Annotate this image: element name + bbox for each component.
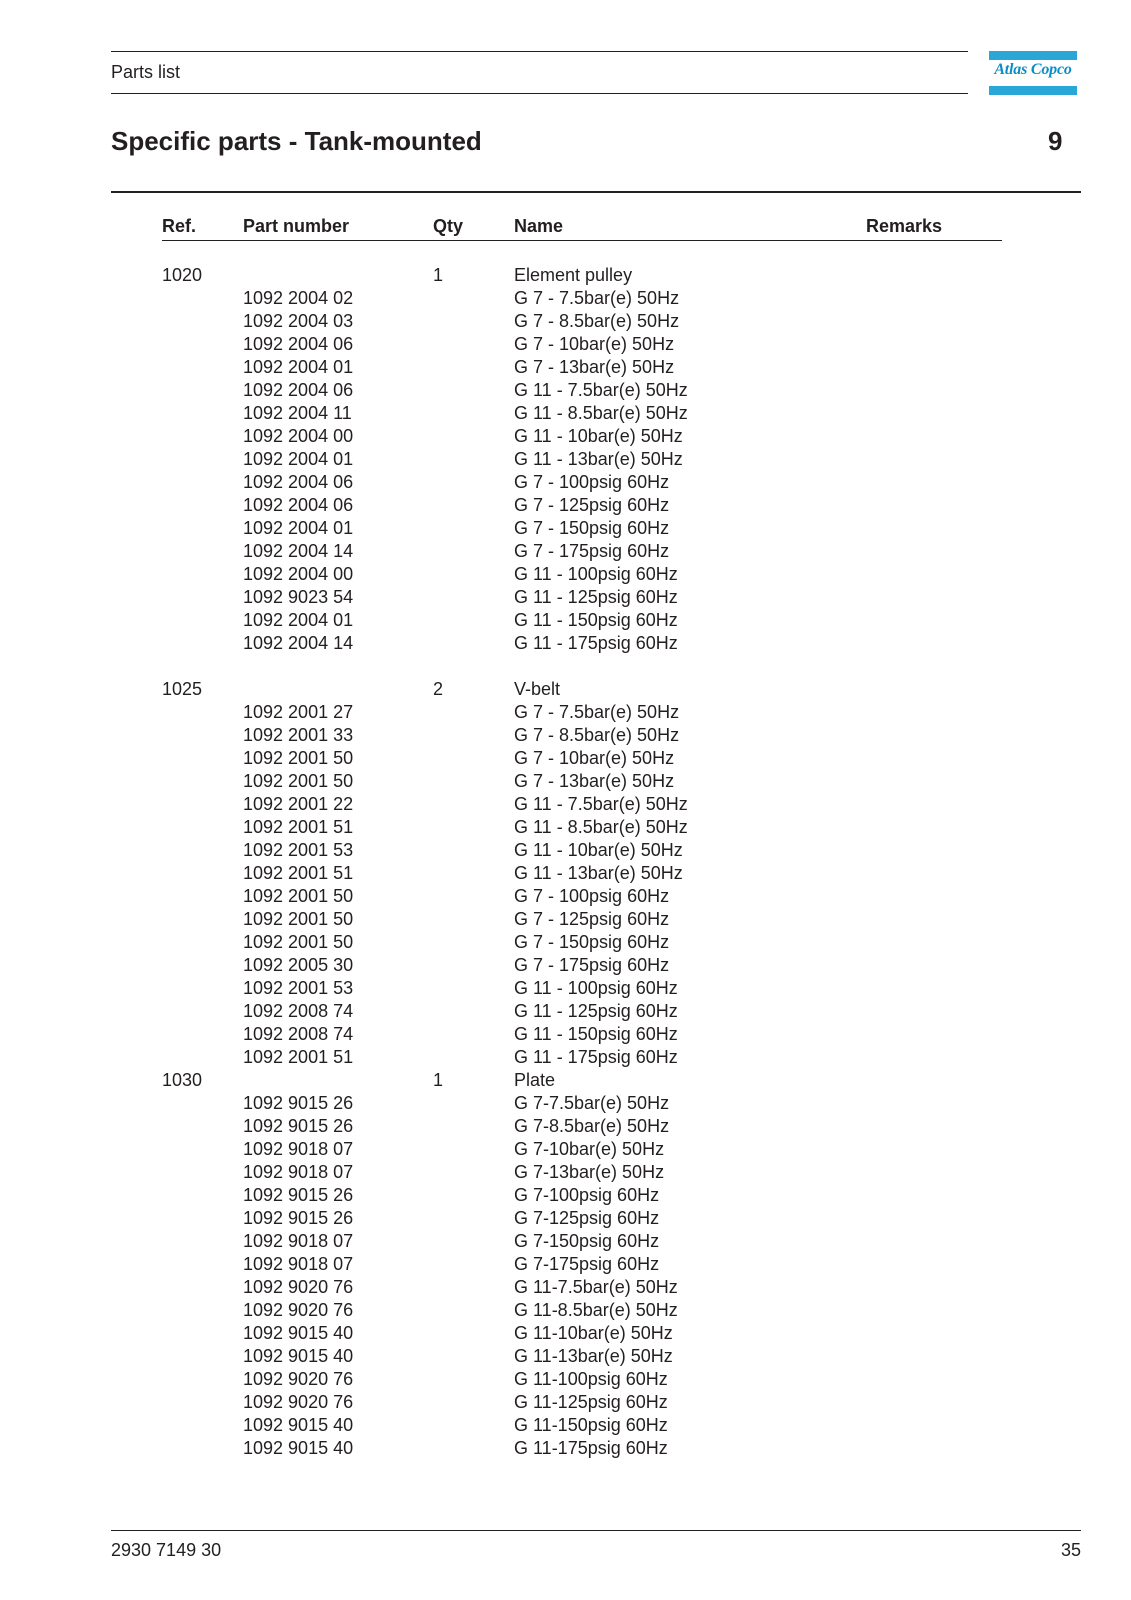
- name-cell: G 7 - 150psig 60Hz: [514, 932, 670, 952]
- table-row: [162, 1115, 1002, 1138]
- col-header-ref: Ref.: [162, 216, 197, 236]
- name-cell: G 11 - 125psig 60Hz: [514, 587, 678, 607]
- part-number-cell: 1092 2001 51: [243, 1047, 354, 1067]
- part-number-cell: 1092 2001 53: [243, 978, 354, 998]
- name-cell: G 7 - 7.5bar(e) 50Hz: [514, 702, 680, 722]
- part-number-cell: 1092 2001 51: [243, 863, 354, 883]
- part-number-cell: 1092 9015 40: [243, 1438, 354, 1458]
- part-number-cell: 1092 9015 40: [243, 1323, 354, 1343]
- name-cell: G 7 - 10bar(e) 50Hz: [514, 748, 675, 768]
- part-number-cell: 1092 9015 26: [243, 1116, 354, 1136]
- atlas-copco-logo: [989, 51, 1077, 95]
- part-number-cell: 1092 9020 76: [243, 1369, 354, 1389]
- part-number-cell: 1092 2001 50: [243, 748, 354, 768]
- name-cell: G 11 - 13bar(e) 50Hz: [514, 863, 683, 883]
- table-row: [162, 1161, 1002, 1184]
- table-row: [162, 379, 1002, 402]
- name-cell: G 7 - 10bar(e) 50Hz: [514, 334, 675, 354]
- table-row: [162, 862, 1002, 885]
- logo-top-bar: [989, 51, 1077, 60]
- table-row: [162, 977, 1002, 1000]
- part-number-cell: 1092 9018 07: [243, 1139, 354, 1159]
- table-row: [162, 1437, 1002, 1460]
- table-row: [162, 333, 1002, 356]
- part-number-cell: 1092 9020 76: [243, 1392, 354, 1412]
- section-number: 9: [1048, 126, 1063, 156]
- qty-cell: 2: [433, 679, 444, 699]
- name-cell: G 7 - 7.5bar(e) 50Hz: [514, 288, 680, 308]
- part-number-cell: 1092 2004 14: [243, 541, 354, 561]
- table-row: [162, 931, 1002, 954]
- part-number-cell: 1092 9018 07: [243, 1162, 354, 1182]
- part-number-cell: 1092 9015 26: [243, 1093, 354, 1113]
- name-cell: G 7-10bar(e) 50Hz: [514, 1139, 665, 1159]
- name-cell: G 11 - 8.5bar(e) 50Hz: [514, 403, 688, 423]
- table-body: [162, 264, 1002, 1460]
- ref-cell: 1030: [162, 1070, 203, 1090]
- group-spacer: [162, 655, 1002, 678]
- table-row: [162, 1092, 1002, 1115]
- table-row: [162, 908, 1002, 931]
- name-cell: G 11 - 175psig 60Hz: [514, 1047, 678, 1067]
- table-row: [162, 1184, 1002, 1207]
- name-cell: G 11 - 7.5bar(e) 50Hz: [514, 794, 688, 814]
- page-number: 35: [1060, 1540, 1081, 1560]
- name-cell: G 11-13bar(e) 50Hz: [514, 1346, 673, 1366]
- table-row: [162, 701, 1002, 724]
- part-number-cell: 1092 2004 03: [243, 311, 354, 331]
- name-cell: G 7 - 125psig 60Hz: [514, 909, 670, 929]
- name-cell: G 11 - 7.5bar(e) 50Hz: [514, 380, 688, 400]
- part-number-cell: 1092 2001 50: [243, 886, 354, 906]
- table-row: [162, 540, 1002, 563]
- part-number-cell: 1092 2001 51: [243, 817, 354, 837]
- part-number-cell: 1092 9015 40: [243, 1346, 354, 1366]
- table-row: [162, 609, 1002, 632]
- table-row: [162, 839, 1002, 862]
- title-rule: [111, 191, 1081, 193]
- qty-cell: 1: [433, 265, 444, 285]
- table-header: [162, 216, 1002, 241]
- part-number-cell: 1092 2001 53: [243, 840, 354, 860]
- part-number-cell: 1092 2004 01: [243, 449, 354, 469]
- table-row: [162, 885, 1002, 908]
- part-number-cell: 1092 9020 76: [243, 1300, 354, 1320]
- footer-rule: [111, 1530, 1081, 1531]
- table-row: [162, 793, 1002, 816]
- table-row: [162, 356, 1002, 379]
- table-row: [162, 1299, 1002, 1322]
- group-row: [162, 264, 1002, 287]
- name-cell: V-belt: [514, 679, 561, 699]
- table-row: [162, 494, 1002, 517]
- running-title: Parts list: [111, 62, 181, 82]
- part-number-cell: 1092 2004 14: [243, 633, 354, 653]
- part-number-cell: 1092 9015 26: [243, 1208, 354, 1228]
- table-row: [162, 724, 1002, 747]
- group-row: [162, 678, 1002, 701]
- table-row: [162, 1138, 1002, 1161]
- table-row: [162, 563, 1002, 586]
- name-cell: G 7 - 100psig 60Hz: [514, 472, 670, 492]
- name-cell: G 7 - 13bar(e) 50Hz: [514, 357, 675, 377]
- part-number-cell: 1092 2004 01: [243, 518, 354, 538]
- table-row: [162, 1000, 1002, 1023]
- name-cell: G 11 - 150psig 60Hz: [514, 1024, 678, 1044]
- header-bottom-rule: [111, 93, 968, 94]
- table-row: [162, 586, 1002, 609]
- parts-table: [162, 216, 1002, 1460]
- table-row: [162, 1276, 1002, 1299]
- document-number: 2930 7149 30: [111, 1540, 222, 1560]
- part-number-cell: 1092 2001 27: [243, 702, 354, 722]
- part-number-cell: 1092 2005 30: [243, 955, 354, 975]
- name-cell: G 11 - 150psig 60Hz: [514, 610, 678, 630]
- part-number-cell: 1092 2004 06: [243, 472, 354, 492]
- name-cell: G 11-150psig 60Hz: [514, 1415, 668, 1435]
- name-cell: G 11 - 175psig 60Hz: [514, 633, 678, 653]
- name-cell: G 7-13bar(e) 50Hz: [514, 1162, 665, 1182]
- part-number-cell: 1092 2008 74: [243, 1001, 354, 1021]
- name-cell: G 7 - 100psig 60Hz: [514, 886, 670, 906]
- part-number-cell: 1092 9015 40: [243, 1415, 354, 1435]
- table-row: [162, 1368, 1002, 1391]
- name-cell: G 11-175psig 60Hz: [514, 1438, 668, 1458]
- name-cell: G 7-125psig 60Hz: [514, 1208, 660, 1228]
- name-cell: Plate: [514, 1070, 556, 1090]
- table-row: [162, 1322, 1002, 1345]
- name-cell: G 7 - 8.5bar(e) 50Hz: [514, 311, 680, 331]
- table-row: [162, 1345, 1002, 1368]
- part-number-cell: 1092 2004 01: [243, 357, 354, 377]
- name-cell: G 11 - 10bar(e) 50Hz: [514, 840, 683, 860]
- part-number-cell: 1092 2004 06: [243, 334, 354, 354]
- part-number-cell: 1092 2001 50: [243, 932, 354, 952]
- part-number-cell: 1092 2004 00: [243, 426, 354, 446]
- col-header-name: Name: [514, 216, 564, 236]
- header-top-rule: [111, 51, 968, 52]
- part-number-cell: 1092 2004 06: [243, 495, 354, 515]
- name-cell: G 7 - 13bar(e) 50Hz: [514, 771, 675, 791]
- name-cell: G 11 - 10bar(e) 50Hz: [514, 426, 683, 446]
- part-number-cell: 1092 2001 33: [243, 725, 354, 745]
- part-number-cell: 1092 2001 50: [243, 909, 354, 929]
- table-row: [162, 816, 1002, 839]
- name-cell: G 11 - 100psig 60Hz: [514, 978, 678, 998]
- table-row: [162, 425, 1002, 448]
- table-row: [162, 310, 1002, 333]
- table-row: [162, 1023, 1002, 1046]
- logo-bottom-bar: [989, 86, 1077, 95]
- part-number-cell: 1092 9018 07: [243, 1254, 354, 1274]
- part-number-cell: 1092 9023 54: [243, 587, 354, 607]
- table-row: [162, 1391, 1002, 1414]
- col-header-part-number: Part number: [243, 216, 350, 236]
- name-cell: G 11-8.5bar(e) 50Hz: [514, 1300, 678, 1320]
- part-number-cell: 1092 2001 22: [243, 794, 354, 814]
- table-row: [162, 287, 1002, 310]
- table-row: [162, 747, 1002, 770]
- name-cell: G 7 - 125psig 60Hz: [514, 495, 670, 515]
- table-row: [162, 1230, 1002, 1253]
- part-number-cell: 1092 9018 07: [243, 1231, 354, 1251]
- qty-cell: 1: [433, 1070, 444, 1090]
- part-number-cell: 1092 2004 01: [243, 610, 354, 630]
- part-number-cell: 1092 2004 02: [243, 288, 354, 308]
- section-title: Specific parts - Tank-mounted: [111, 126, 482, 156]
- table-row: [162, 1046, 1002, 1069]
- name-cell: G 7 - 150psig 60Hz: [514, 518, 670, 538]
- col-header-qty: Qty: [433, 216, 464, 236]
- table-row: [162, 402, 1002, 425]
- name-cell: G 7-8.5bar(e) 50Hz: [514, 1116, 670, 1136]
- ref-cell: 1020: [162, 265, 203, 285]
- part-number-cell: 1092 9015 26: [243, 1185, 354, 1205]
- name-cell: G 11-125psig 60Hz: [514, 1392, 668, 1412]
- name-cell: Element pulley: [514, 265, 633, 285]
- table-row: [162, 632, 1002, 655]
- table-row: [162, 954, 1002, 977]
- name-cell: G 11 - 125psig 60Hz: [514, 1001, 678, 1021]
- logo-text: Atlas Copco: [994, 61, 1072, 78]
- name-cell: G 7-175psig 60Hz: [514, 1254, 660, 1274]
- name-cell: G 11 - 8.5bar(e) 50Hz: [514, 817, 688, 837]
- name-cell: G 7 - 175psig 60Hz: [514, 541, 670, 561]
- col-header-remarks: Remarks: [866, 216, 943, 236]
- name-cell: G 11-100psig 60Hz: [514, 1369, 668, 1389]
- table-row: [162, 1207, 1002, 1230]
- part-number-cell: 1092 2001 50: [243, 771, 354, 791]
- part-number-cell: 1092 2004 06: [243, 380, 354, 400]
- part-number-cell: 1092 2004 00: [243, 564, 354, 584]
- name-cell: G 11-7.5bar(e) 50Hz: [514, 1277, 678, 1297]
- part-number-cell: 1092 9020 76: [243, 1277, 354, 1297]
- group-row: [162, 1069, 1002, 1092]
- name-cell: G 7-7.5bar(e) 50Hz: [514, 1093, 670, 1113]
- table-row: [162, 448, 1002, 471]
- name-cell: G 7 - 8.5bar(e) 50Hz: [514, 725, 680, 745]
- table-row: [162, 517, 1002, 540]
- name-cell: G 11 - 100psig 60Hz: [514, 564, 678, 584]
- part-number-cell: 1092 2004 11: [243, 403, 352, 423]
- name-cell: G 7-100psig 60Hz: [514, 1185, 660, 1205]
- name-cell: G 11-10bar(e) 50Hz: [514, 1323, 673, 1343]
- name-cell: G 7 - 175psig 60Hz: [514, 955, 670, 975]
- table-row: [162, 471, 1002, 494]
- table-row: [162, 1414, 1002, 1437]
- table-row: [162, 770, 1002, 793]
- ref-cell: 1025: [162, 679, 203, 699]
- table-row: [162, 1253, 1002, 1276]
- name-cell: G 7-150psig 60Hz: [514, 1231, 660, 1251]
- name-cell: G 11 - 13bar(e) 50Hz: [514, 449, 683, 469]
- part-number-cell: 1092 2008 74: [243, 1024, 354, 1044]
